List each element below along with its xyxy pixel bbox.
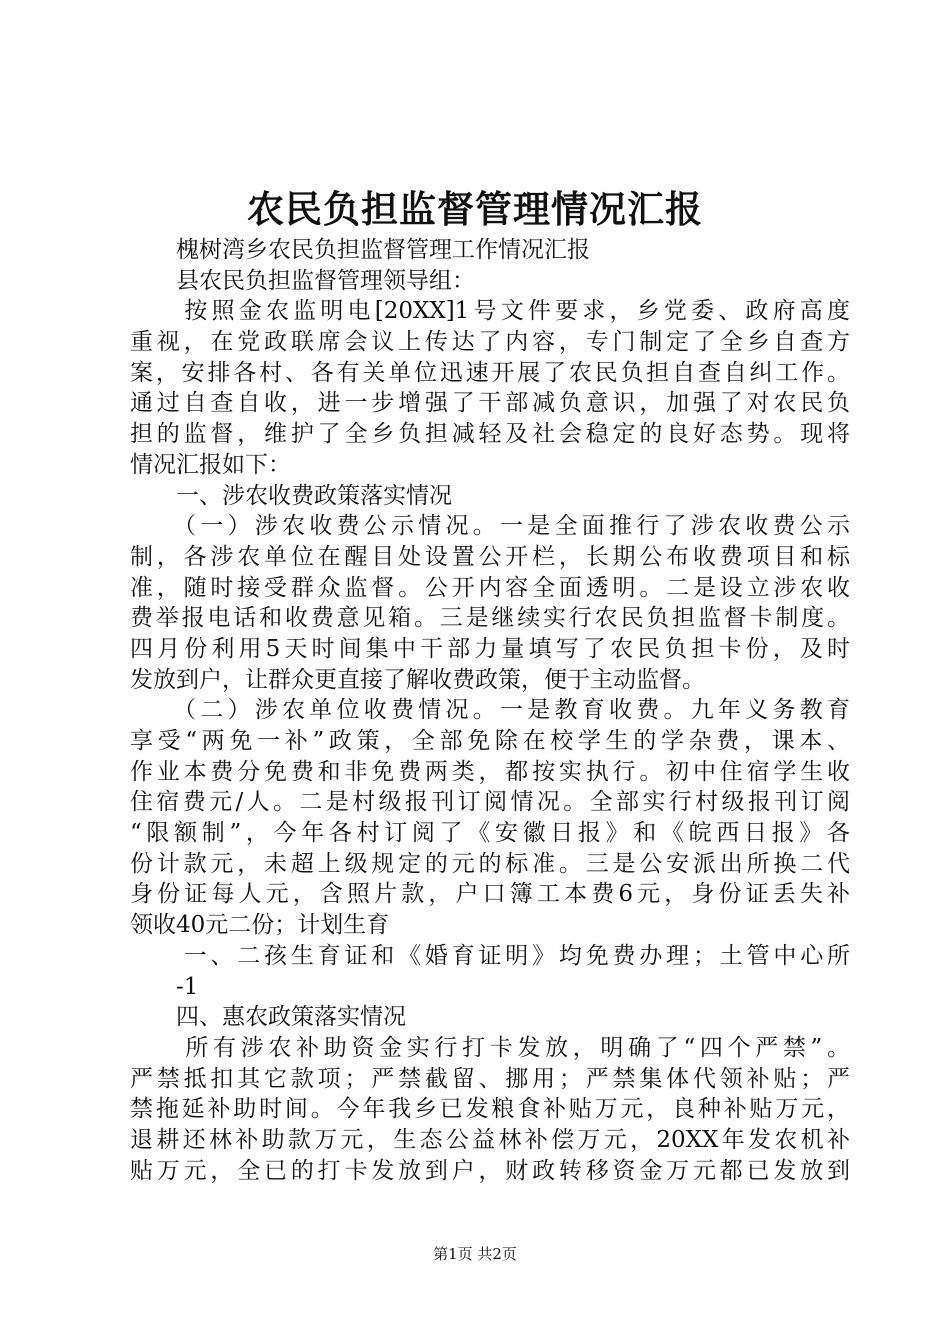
text-line: 四、惠农政策落实情况	[130, 1004, 406, 1031]
text-line: 退耕还林补助款万元，生态公益林补偿万元，20XX年发农机补	[130, 1126, 850, 1153]
text-line: 作业本费分免费和非免费两类，都按实执行。初中住宿学生收	[130, 758, 850, 785]
document-body	[130, 235, 850, 1186]
text-line: 一、涉农收费政策落实情况	[130, 482, 452, 509]
text-line: 情况汇报如下：	[130, 451, 291, 478]
text-line: 准，随时接受群众监督。公开内容全面透明。二是设立涉农收	[130, 574, 850, 601]
text-line: 享受“两免一补”政策，全部免除在校学生的学杂费，课本、	[130, 728, 850, 754]
text-line: 份计款元，未超上级规定的元的标准。三是公安派出所换二代	[130, 850, 850, 877]
text-line: 一、二孩生育证和《婚育证明》均免费办理；土管中心所	[130, 942, 850, 969]
text-line: 所有涉农补助资金实行打卡发放，明确了“四个严禁”。	[130, 1034, 850, 1061]
text-line: 县农民负担监督管理领导组：	[130, 267, 475, 294]
text-line: 费举报电话和收费意见箱。三是继续实行农民负担监督卡制度。	[130, 605, 850, 632]
page-footer: 第1页 共2页	[433, 1245, 517, 1263]
text-line: 担的监督，维护了全乡负担减轻及社会稳定的良好态势。现将	[130, 421, 850, 448]
text-line: 按照金农监明电[20XX]1号文件要求，乡党委、政府高度	[130, 298, 850, 325]
text-line: -1	[130, 973, 199, 1000]
text-line: 领收40元二份；计划生育	[130, 912, 390, 939]
text-line: “限额制”，今年各村订阅了《安徽日报》和《皖西日报》各	[130, 820, 850, 847]
text-line: 案，安排各村、各有关单位迅速开展了农民负担自查自纠工作。	[130, 359, 850, 386]
text-line: 禁拖延补助时间。今年我乡已发粮食补贴万元，良种补贴万元，	[130, 1096, 850, 1123]
document-title: 农民负担监督管理情况汇报	[247, 187, 703, 231]
text-line: 通过自查自收，进一步增强了干部减负意识，加强了对农民负	[130, 390, 850, 417]
text-line: 贴万元，全已的打卡发放到户，财政转移资金万元都已发放到	[130, 1157, 850, 1184]
text-line: 槐树湾乡农民负担监督管理工作情况汇报	[130, 237, 590, 263]
text-line: 制，各涉农单位在醒目处设置公开栏，长期公布收费项目和标	[130, 543, 850, 570]
text-line: 发放到户，让群众更直接了解收费政策，便于主动监督。	[130, 666, 705, 693]
text-line: 四月份利用5天时间集中干部力量填写了农民负担卡份，及时	[130, 635, 850, 662]
text-line: （一）涉农收费公示情况。一是全面推行了涉农收费公示	[130, 513, 850, 540]
text-line: （二）涉农单位收费情况。一是教育收费。九年义务教育	[130, 697, 850, 724]
text-line: 严禁抵扣其它款项；严禁截留、挪用；严禁集体代领补贴；严	[130, 1065, 850, 1092]
text-line: 重视，在党政联席会议上传达了内容，专门制定了全乡自查方	[130, 329, 850, 356]
text-line: 住宿费元/人。二是村级报刊订阅情况。全部实行村级报刊订阅	[130, 789, 850, 816]
text-line: 身份证每人元，含照片款，户口簿工本费6元，身份证丢失补	[130, 881, 850, 908]
